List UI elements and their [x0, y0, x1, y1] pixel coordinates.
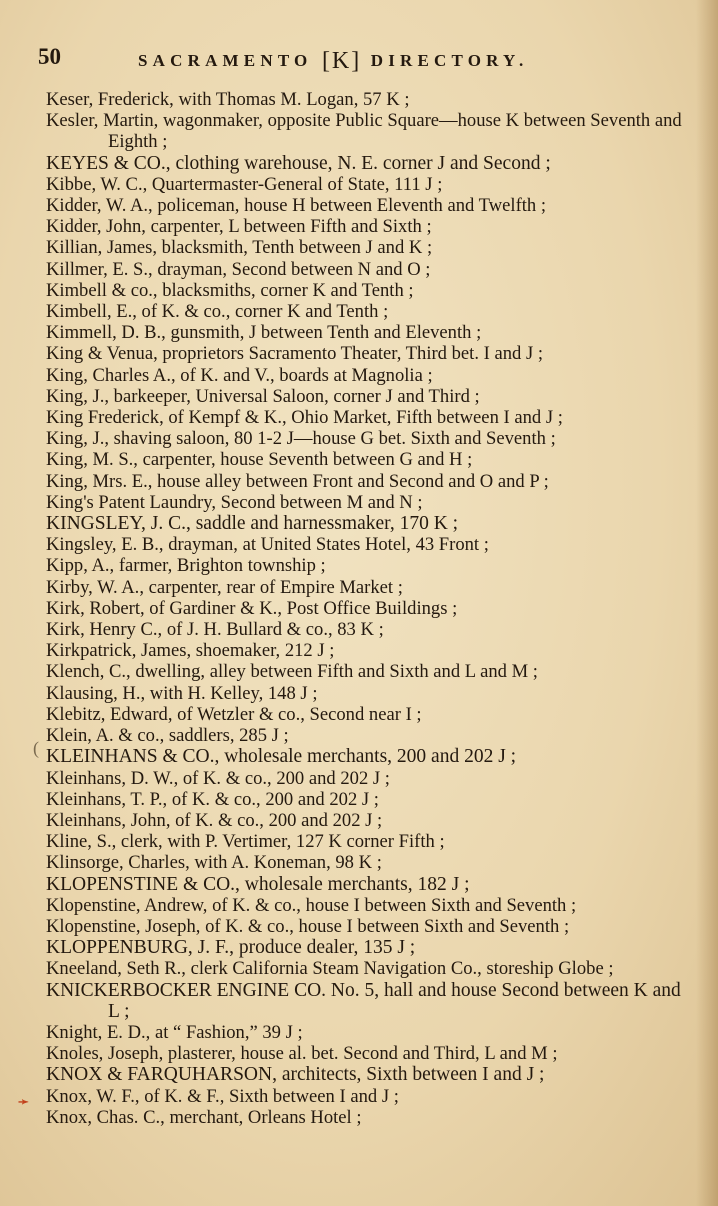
- directory-entry: Kirk, Robert, of Gardiner & K., Post Office Buildings ;: [46, 597, 458, 619]
- directory-entry: Klopenstine, Andrew, of K. & co., house I between Sixth and Seventh ;: [46, 894, 577, 916]
- directory-entry: Knoles, Joseph, plasterer, house al. bet. Second and Third, L and M ;: [46, 1043, 558, 1065]
- directory-entry: Kidder, W. A., policeman, house H between Eleventh and Twelfth ;: [46, 195, 547, 217]
- directory-entry: Klausing, H., with H. Kelley, 148 J ;: [46, 682, 318, 704]
- directory-entry: Knight, E. D., at “ Fashion,” 39 J ;: [46, 1021, 303, 1043]
- running-title-left: SACRAMENTO: [138, 51, 313, 70]
- running-title-right: DIRECTORY.: [370, 51, 529, 70]
- directory-entry: Kimbell & co., blacksmiths, corner K and Tenth ;: [46, 279, 414, 301]
- directory-entry: Kibbe, W. C., Quartermaster-General of State, 111 J ;: [46, 173, 443, 195]
- directory-entry: KLOPPENBURG, J. F., produce dealer, 135 J ;: [46, 937, 416, 959]
- directory-entry: Kipp, A., farmer, Brighton township ;: [46, 555, 326, 577]
- directory-entry: Kirkpatrick, James, shoemaker, 212 J ;: [46, 640, 335, 662]
- margin-paren-mark: (: [33, 738, 39, 758]
- directory-entry: KNOX & FARQUHARSON, architects, Sixth between I and J ;: [46, 1064, 545, 1086]
- directory-entry: KINGSLEY, J. C., saddle and harnessmaker, 170 K ;: [46, 513, 459, 535]
- directory-entry: KNICKERBOCKER ENGINE CO. No. 5, hall and house Second between K and L ;: [46, 979, 681, 1022]
- directory-entry: King, J., barkeeper, Universal Saloon, corner J and Third ;: [46, 385, 480, 407]
- directory-entries: [46, 89, 686, 1128]
- margin-arrow-mark: ➛: [18, 1094, 29, 1109]
- directory-entry: King, Charles A., of K. and V., boards at Magnolia ;: [46, 364, 433, 386]
- directory-entry: KEYES & CO., clothing warehouse, N. E. corner J and Second ;: [46, 152, 551, 174]
- directory-entry: King, Mrs. E., house alley between Front and Second and O and P ;: [46, 470, 549, 492]
- directory-entry: King's Patent Laundry, Second between M and N ;: [46, 491, 423, 513]
- directory-entry: Klench, C., dwelling, alley between Fifth and Sixth and L and M ;: [46, 661, 538, 683]
- directory-entry: Kesler, Martin, wagonmaker, opposite Public Square—house K between Seventh and Eighth ;: [46, 110, 682, 153]
- directory-entry: Kidder, John, carpenter, L between Fifth and Sixth ;: [46, 216, 432, 238]
- directory-entry: KLOPENSTINE & CO., wholesale merchants, 182 J ;: [46, 873, 470, 895]
- directory-entry: Kleinhans, John, of K. & co., 200 and 202 J ;: [46, 809, 383, 831]
- directory-entry: Knox, Chas. C., merchant, Orleans Hotel ;: [46, 1106, 362, 1128]
- directory-entry: Keser, Frederick, with Thomas M. Logan, 57 K ;: [46, 89, 410, 110]
- page-edge-shadow: [696, 0, 718, 1206]
- running-title: [138, 46, 528, 73]
- directory-entry: Killmer, E. S., drayman, Second between N and O ;: [46, 258, 431, 280]
- page-number: 50: [38, 44, 61, 69]
- directory-entry: Kleinhans, D. W., of K. & co., 200 and 202 J ;: [46, 767, 390, 789]
- directory-entry: King, M. S., carpenter, house Seventh between G and H ;: [46, 449, 473, 471]
- directory-entry: Kingsley, E. B., drayman, at United States Hotel, 43 Front ;: [46, 534, 489, 556]
- directory-entry: King & Venua, proprietors Sacramento Theater, Third bet. I and J ;: [46, 343, 544, 365]
- directory-entry: Klebitz, Edward, of Wetzler & co., Second near I ;: [46, 703, 422, 725]
- directory-entry: Kline, S., clerk, with P. Vertimer, 127 K corner Fifth ;: [46, 831, 445, 853]
- directory-entry: Killian, James, blacksmith, Tenth between J and K ;: [46, 237, 433, 259]
- directory-entry: Kneeland, Seth R., clerk California Steam Navigation Co., storeship Globe ;: [46, 958, 614, 980]
- directory-entry: Kleinhans, T. P., of K. & co., 200 and 202 J ;: [46, 788, 379, 810]
- directory-entry: Kirby, W. A., carpenter, rear of Empire Market ;: [46, 576, 403, 598]
- directory-entry: Kimmell, D. B., gunsmith, J between Tenth and Eleventh ;: [46, 322, 482, 344]
- directory-entry: Kimbell, E., of K. & co., corner K and Tenth ;: [46, 301, 389, 323]
- directory-entry: King, J., shaving saloon, 80 1-2 J—house G bet. Sixth and Seventh ;: [46, 428, 556, 450]
- directory-entry: King Frederick, of Kempf & K., Ohio Market, Fifth between I and J ;: [46, 407, 563, 429]
- running-title-letter: [K]: [321, 48, 362, 74]
- directory-entry: Klinsorge, Charles, with A. Koneman, 98 K ;: [46, 852, 382, 874]
- directory-entry: KLEINHANS & CO., wholesale merchants, 200 and 202 J ;: [46, 746, 517, 768]
- directory-entry: Knox, W. F., of K. & F., Sixth between I and J ;: [46, 1085, 399, 1107]
- directory-entry: Klein, A. & co., saddlers, 285 J ;: [46, 725, 289, 747]
- directory-entry: Klopenstine, Joseph, of K. & co., house I between Sixth and Seventh ;: [46, 915, 570, 937]
- directory-entry: Kirk, Henry C., of J. H. Bullard & co., 83 K ;: [46, 619, 384, 641]
- page-header: [38, 40, 678, 76]
